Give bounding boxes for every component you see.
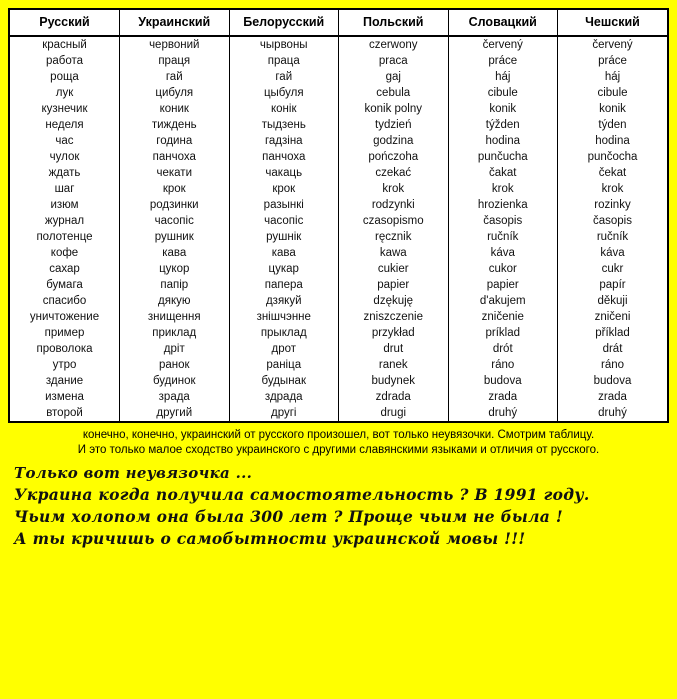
handwriting-line-4: А ты кричишь о самобытности украинской мовы !!! [14,529,526,548]
table-row [10,53,667,69]
cell-polish: cebula [339,85,449,101]
handwriting-line-1: Только вот неувязочка ... [14,464,253,482]
table-row [10,245,667,261]
cell-slovak: červený [448,36,558,53]
cell-belarusian: цукар [229,261,339,277]
cell-polish: zniszczenie [339,309,449,325]
cell-slovak: papier [448,277,558,293]
cell-russian: бумага [10,277,120,293]
cell-polish: czerwony [339,36,449,53]
cell-russian: час [10,133,120,149]
cell-ukrainian: часопіс [120,213,230,229]
cell-ukrainian: родзинки [120,197,230,213]
table-row [10,117,667,133]
cell-polish: rodzynki [339,197,449,213]
table-row [10,197,667,213]
cell-belarusian: другі [229,405,339,421]
cell-belarusian: чакаць [229,165,339,181]
cell-czech: krok [558,181,668,197]
cell-czech: konik [558,101,668,117]
cell-czech: hodina [558,133,668,149]
table-row [10,341,667,357]
table-header-row [10,10,667,36]
cell-slovak: háj [448,69,558,85]
cell-polish: papier [339,277,449,293]
caption-line-1: конечно, конечно, украинский от русского произошел, вот только неувязочки. Смотрим таблицу. [82,429,595,441]
cell-russian: чулок [10,149,120,165]
cell-polish: budynek [339,373,449,389]
cell-belarusian: праца [229,53,339,69]
cell-slovak: ráno [448,357,558,373]
cell-belarusian: дзякуй [229,293,339,309]
cell-belarusian: разынкі [229,197,339,213]
cell-ukrainian: рушник [120,229,230,245]
table-row [10,389,667,405]
cell-polish: gaj [339,69,449,85]
cell-russian: пример [10,325,120,341]
cell-belarusian: здрада [229,389,339,405]
cell-czech: příklad [558,325,668,341]
cell-slovak: krok [448,181,558,197]
cell-russian: утро [10,357,120,373]
table-row [10,405,667,421]
cell-belarusian: крок [229,181,339,197]
cell-ukrainian: праця [120,53,230,69]
cell-polish: czasopismo [339,213,449,229]
cell-ukrainian: ранок [120,357,230,373]
cell-belarusian: знішчэнне [229,309,339,325]
cell-russian: уничтожение [10,309,120,325]
cell-polish: czekać [339,165,449,181]
cell-slovak: práce [448,53,558,69]
cell-slovak: konik [448,101,558,117]
cell-russian: сахар [10,261,120,277]
cell-russian: полотенце [10,229,120,245]
cell-belarusian: чырвоны [229,36,339,53]
cell-slovak: d'akujem [448,293,558,309]
cell-russian: спасибо [10,293,120,309]
cell-slovak: časopis [448,213,558,229]
cell-polish: zdrada [339,389,449,405]
cell-polish: praca [339,53,449,69]
cell-ukrainian: другий [120,405,230,421]
cell-belarusian: кава [229,245,339,261]
cell-belarusian: прыклад [229,325,339,341]
cell-russian: измена [10,389,120,405]
cell-slovak: cukor [448,261,558,277]
cell-czech: zničeni [558,309,668,325]
table-row [10,101,667,117]
vocabulary-table [10,10,667,421]
cell-russian: красный [10,36,120,53]
cell-slovak: zrada [448,389,558,405]
cell-russian: кофе [10,245,120,261]
cell-czech: zrada [558,389,668,405]
handwritten-note [8,462,669,550]
caption-line-2: И это только малое сходство украинского с другими славянскими языками и отличия от русского. [77,444,600,456]
column-header-russian: Русский [10,10,120,36]
cell-russian: неделя [10,117,120,133]
cell-ukrainian: година [120,133,230,149]
cell-russian: изюм [10,197,120,213]
cell-belarusian: гадзіна [229,133,339,149]
cell-russian: работа [10,53,120,69]
cell-ukrainian: чекати [120,165,230,181]
cell-belarusian: часопіс [229,213,339,229]
table-row [10,293,667,309]
cell-russian: здание [10,373,120,389]
cell-polish: cukier [339,261,449,277]
column-header-slovak: Словацкий [448,10,558,36]
cell-ukrainian: коник [120,101,230,117]
table-row [10,277,667,293]
table-row [10,85,667,101]
cell-belarusian: тыдзень [229,117,339,133]
cell-czech: časopis [558,213,668,229]
cell-czech: děkuji [558,293,668,309]
cell-slovak: týžden [448,117,558,133]
cell-czech: káva [558,245,668,261]
cell-slovak: cibule [448,85,558,101]
table-row [10,325,667,341]
cell-czech: rozinky [558,197,668,213]
cell-polish: ranek [339,357,449,373]
cell-belarusian: раніца [229,357,339,373]
cell-russian: ждать [10,165,120,181]
handwriting-line-2: Украина когда получила самостоятельность ? В 1991 году. [14,485,590,504]
table-row [10,133,667,149]
cell-ukrainian: знищення [120,309,230,325]
cell-russian: второй [10,405,120,421]
cell-belarusian: цыбуля [229,85,339,101]
cell-czech: cukr [558,261,668,277]
cell-slovak: ručník [448,229,558,245]
table-row [10,309,667,325]
cell-czech: týden [558,117,668,133]
cell-belarusian: будынак [229,373,339,389]
cell-russian: лук [10,85,120,101]
table-row [10,165,667,181]
handwriting-line-3: Чьим холопом она была 300 лет ? Проще чьим не была ! [14,507,563,526]
table-row [10,373,667,389]
column-header-belarusian: Белорусский [229,10,339,36]
cell-slovak: hrozienka [448,197,558,213]
cell-slovak: drót [448,341,558,357]
cell-belarusian: панчоха [229,149,339,165]
cell-slovak: hodina [448,133,558,149]
cell-russian: журнал [10,213,120,229]
cell-ukrainian: кава [120,245,230,261]
cell-polish: przykład [339,325,449,341]
cell-ukrainian: крок [120,181,230,197]
cell-polish: konik polny [339,101,449,117]
table-row [10,149,667,165]
cell-polish: tydzień [339,117,449,133]
cell-polish: drut [339,341,449,357]
cell-czech: háj [558,69,668,85]
table-header [10,10,667,36]
table-row [10,229,667,245]
cell-polish: dzękuję [339,293,449,309]
cell-czech: budova [558,373,668,389]
cell-czech: čekat [558,165,668,181]
cell-polish: krok [339,181,449,197]
cell-czech: ručník [558,229,668,245]
table-row [10,36,667,53]
table-row [10,261,667,277]
cell-polish: ręcznik [339,229,449,245]
cell-russian: кузнечик [10,101,120,117]
cell-belarusian: конік [229,101,339,117]
cell-slovak: zničenie [448,309,558,325]
cell-ukrainian: зрада [120,389,230,405]
cell-belarusian: гай [229,69,339,85]
cell-ukrainian: дріт [120,341,230,357]
cell-belarusian: папера [229,277,339,293]
cell-slovak: káva [448,245,558,261]
cell-belarusian: рушнік [229,229,339,245]
cell-polish: drugi [339,405,449,421]
cell-czech: práce [558,53,668,69]
column-header-ukrainian: Украинский [120,10,230,36]
cell-ukrainian: папір [120,277,230,293]
table-row [10,357,667,373]
cell-czech: červený [558,36,668,53]
cell-ukrainian: панчоха [120,149,230,165]
table-body [10,36,667,421]
cell-czech: drát [558,341,668,357]
cell-slovak: druhý [448,405,558,421]
cell-czech: ráno [558,357,668,373]
table-row [10,181,667,197]
table-row [10,213,667,229]
cell-ukrainian: будинок [120,373,230,389]
cell-ukrainian: дякую [120,293,230,309]
cell-slovak: čakat [448,165,558,181]
caption-block [8,428,669,458]
cell-belarusian: дрот [229,341,339,357]
cell-ukrainian: червоний [120,36,230,53]
cell-polish: godzina [339,133,449,149]
vocabulary-table-container [8,8,669,423]
cell-slovak: budova [448,373,558,389]
cell-slovak: príklad [448,325,558,341]
cell-czech: punčocha [558,149,668,165]
cell-slovak: punčucha [448,149,558,165]
cell-czech: cibule [558,85,668,101]
cell-polish: kawa [339,245,449,261]
cell-russian: роща [10,69,120,85]
table-row [10,69,667,85]
column-header-czech: Чешский [558,10,668,36]
cell-ukrainian: приклад [120,325,230,341]
cell-ukrainian: цукор [120,261,230,277]
cell-ukrainian: тиждень [120,117,230,133]
cell-polish: pończoha [339,149,449,165]
cell-russian: шаг [10,181,120,197]
cell-ukrainian: цибуля [120,85,230,101]
cell-czech: druhý [558,405,668,421]
cell-czech: papír [558,277,668,293]
column-header-polish: Польский [339,10,449,36]
cell-russian: проволока [10,341,120,357]
cell-ukrainian: гай [120,69,230,85]
